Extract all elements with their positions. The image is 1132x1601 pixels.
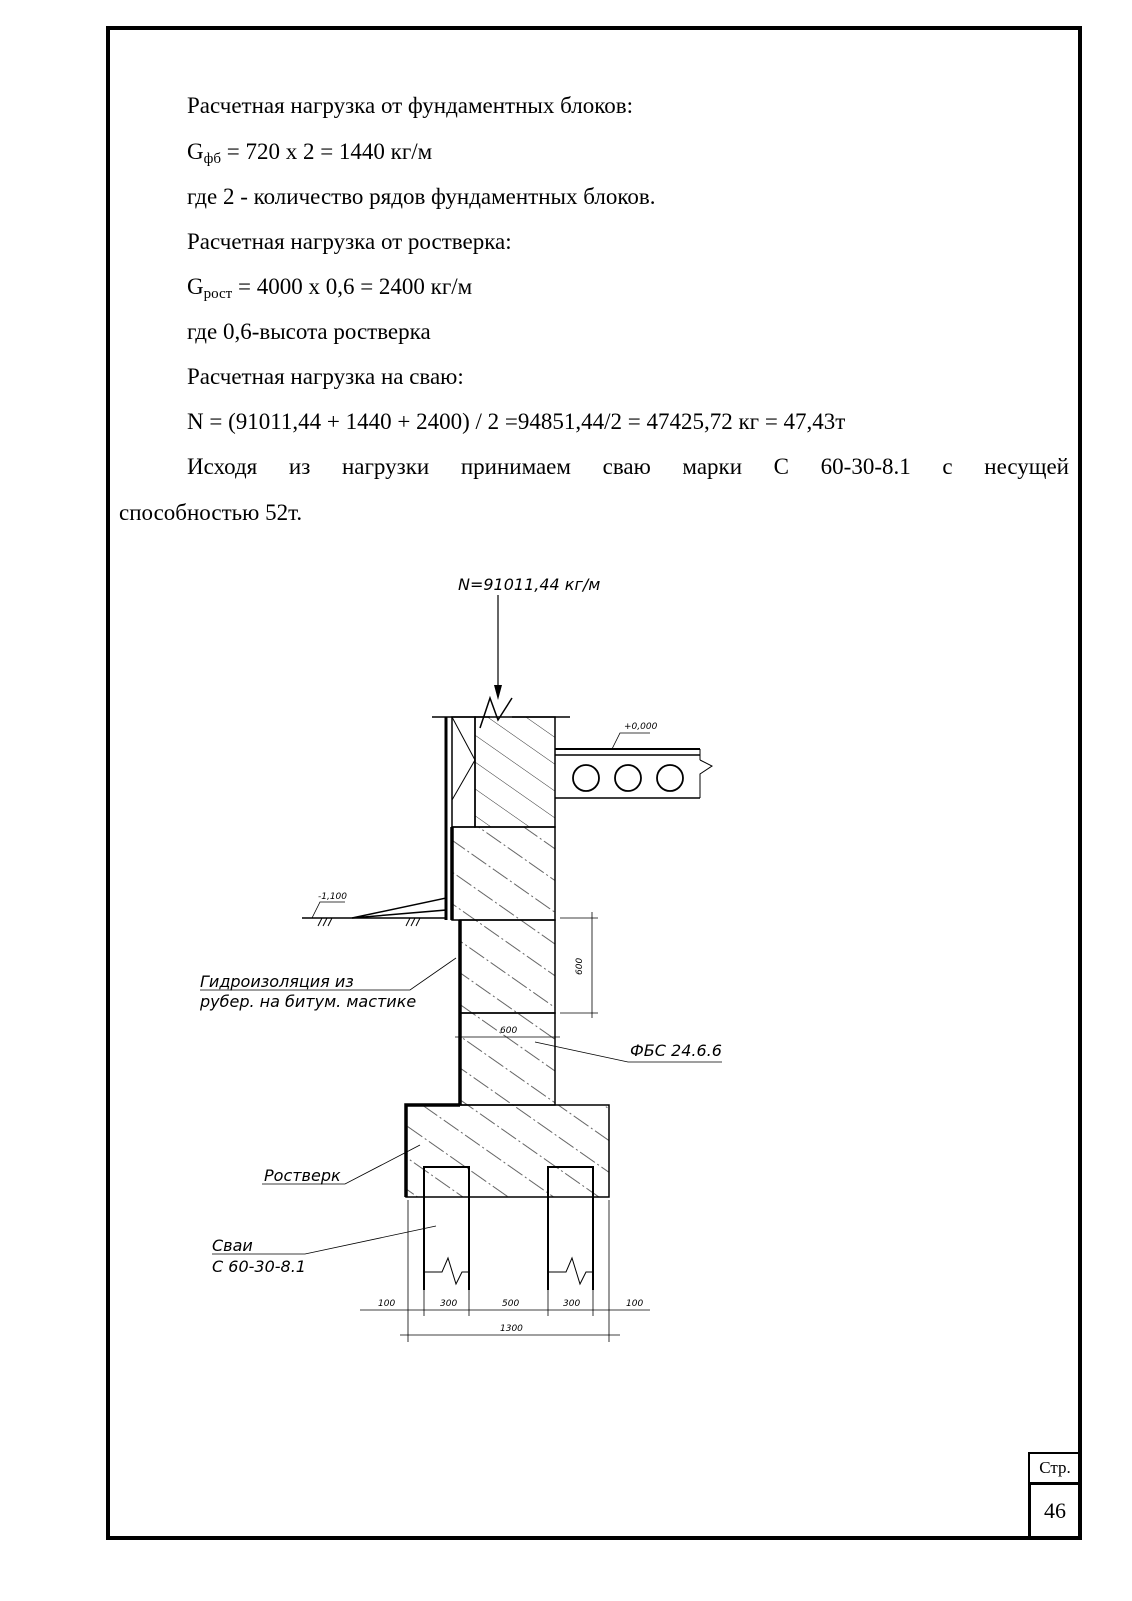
waterproof-label-line1: Гидроизоляция из bbox=[200, 972, 354, 991]
dim-bottom-5: 100 bbox=[626, 1299, 644, 1309]
formula-symbol: G bbox=[187, 139, 204, 164]
text-line-7: Расчетная нагрузка на сваю: bbox=[187, 364, 464, 389]
page-stamp-label: Стр. bbox=[1028, 1452, 1082, 1484]
piles-label-line1: Сваи bbox=[212, 1236, 253, 1255]
grillage-label: Ростверк bbox=[264, 1166, 341, 1185]
text-line-3: где 2 - количество рядов фундаментных блоков. bbox=[187, 184, 656, 209]
text-line-6: где 0,6-высота ростверка bbox=[187, 319, 431, 344]
dim-bottom-2: 300 bbox=[440, 1299, 458, 1309]
dim-bottom-4: 300 bbox=[563, 1299, 581, 1309]
fbs-label: ФБС 24.6.6 bbox=[630, 1041, 722, 1060]
formula-g-fb bbox=[187, 137, 432, 167]
fbs-block-2 bbox=[460, 920, 555, 1013]
text-line-10: способностью 52т. bbox=[119, 500, 303, 525]
dim-600-vertical: 600 bbox=[575, 957, 585, 975]
piles-label-line2: С 60-30-8.1 bbox=[212, 1257, 306, 1276]
formula-body: = 720 х 2 = 1440 кг/м bbox=[220, 139, 433, 164]
ground-level bbox=[302, 898, 446, 926]
dim-600-horizontal: 600 bbox=[500, 1026, 518, 1036]
level-top-label: +0,000 bbox=[624, 722, 658, 732]
formula-g-rost bbox=[187, 272, 472, 302]
load-arrow bbox=[494, 595, 502, 700]
formula-body: = 4000 х 0,6 = 2400 кг/м bbox=[232, 274, 473, 299]
formula-symbol: G bbox=[187, 274, 204, 299]
floor-slab bbox=[555, 733, 712, 798]
dimension-bottom bbox=[360, 1200, 650, 1342]
waterproof-label-line2: рубер. на битум. мастике bbox=[200, 992, 417, 1011]
fbs-block-1 bbox=[452, 827, 555, 920]
dim-total: 1300 bbox=[500, 1324, 523, 1334]
formula-subscript: рост bbox=[203, 286, 233, 302]
text-line-4: Расчетная нагрузка от ростверка: bbox=[187, 229, 512, 254]
load-label: N=91011,44 кг/м bbox=[458, 575, 601, 594]
text-line-9: Исходя из нагрузки принимаем сваю марки С 60-30-8.1 с несущей bbox=[187, 454, 1069, 479]
dim-bottom-1: 100 bbox=[378, 1299, 396, 1309]
level-ground-label: -1,100 bbox=[318, 892, 348, 902]
text-line-1: Расчетная нагрузка от фундаментных блоков: bbox=[187, 93, 633, 118]
formula-n: N = (91011,44 + 1440 + 2400) / 2 =94851,44/2 = 47425,72 кг = 47,43т bbox=[187, 409, 846, 434]
formula-subscript: фб bbox=[203, 151, 221, 167]
grillage bbox=[406, 1105, 609, 1197]
page-number: 46 bbox=[1028, 1482, 1082, 1540]
dim-bottom-3: 500 bbox=[502, 1299, 520, 1309]
foundation-drawing bbox=[200, 560, 750, 1360]
